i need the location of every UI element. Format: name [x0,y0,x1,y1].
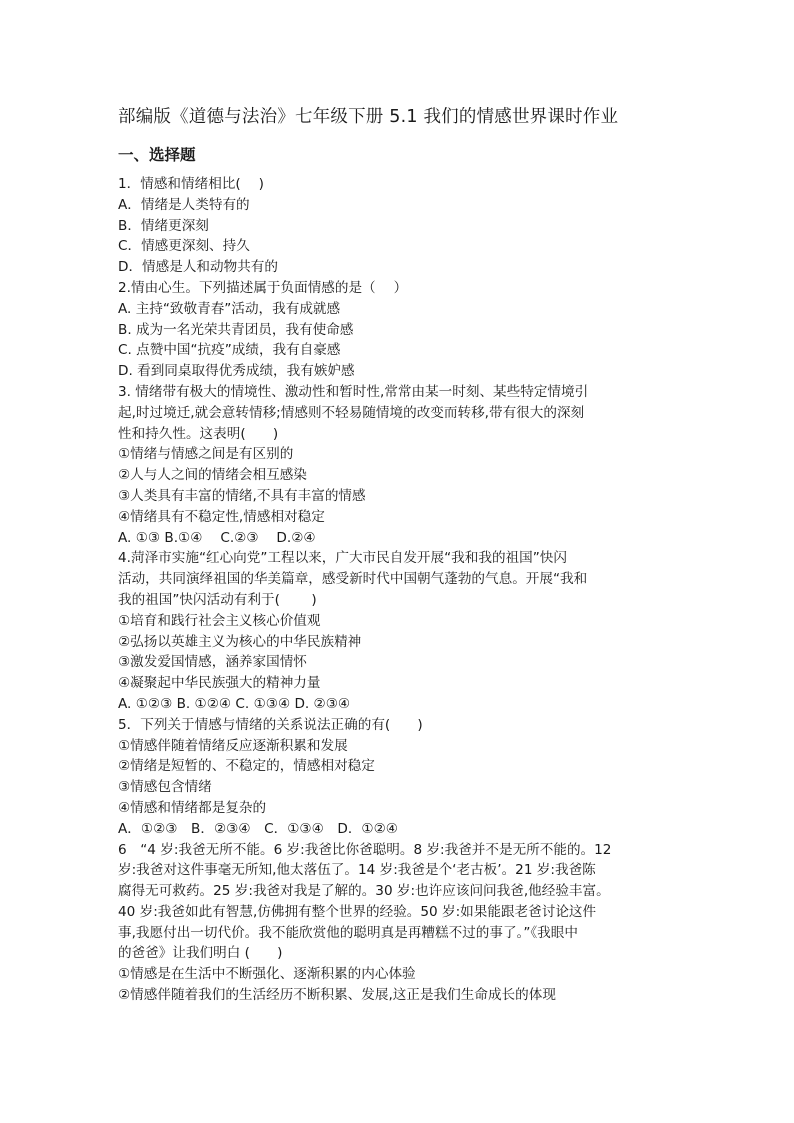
text-line: ④情绪具有不稳定性,情感相对稳定 [118,508,325,525]
text-line: ②人与人之间的情绪会相互感染 [118,467,307,484]
text-line: 1．情感和情绪相比( ) [118,176,264,192]
text-line: 40 岁:我爸如此有智慧,仿佛拥有整个世界的经验。50 岁:如果能跟老爸讨论这件 [118,903,597,920]
text-line: A．①②③ B．②③④ C．①③④ D．①②④ [118,820,398,837]
text-line: ②弘扬以英雄主义为核心的中华民族精神 [118,633,362,650]
section-heading: 一、选择题 [118,146,196,164]
text-line: ①培育和践行社会主义核心价值观 [118,612,321,629]
text-line: ①情绪与情感之间是有区别的 [118,446,294,463]
text-line: 3. 情绪带有极大的情境性、激动性和暂时性,常常由某一时刻、某些特定情境引 [118,383,589,400]
text-line: 2.情由心生。下列描述属于负面情感的是（ ） [118,279,408,296]
text-line: A. ①②③ B. ①②④ C. ①③④ D. ②③④ [118,695,351,712]
text-line: 事,我愿付出一切代价。我不能欣赏他的聪明真是再糟糕不过的事了。”《我眼中 [118,924,578,941]
text-line: 6 “4 岁:我爸无所不能。6 岁:我爸比你爸聪明。8 岁:我爸并不是无所不能的。12 [118,841,612,858]
question-list [118,174,678,1006]
text-line: 我的祖国”快闪活动有利于( ) [118,591,317,608]
text-line: B. 成为一名光荣共青团员，我有使命感 [118,321,354,338]
text-line: ③激发爱国情感，涵养家国情怀 [118,654,307,671]
text-line: ②情感伴随着我们的生活经历不断积累、发展,这正是我们生命成长的体现 [118,987,556,1004]
text-line: A．情绪是人类特有的 [118,196,250,213]
text-line: C. 点赞中国“抗疫”成绩，我有自豪感 [118,342,341,359]
text-line: 活动，共同演绎祖国的华美篇章，感受新时代中国朝气蓬勃的气息。开展“我和 [118,571,588,588]
text-line: ②情绪是短暂的、不稳定的，情感相对稳定 [118,758,375,775]
text-line: D．情感是人和动物共有的 [118,259,278,276]
text-line: 岁:我爸对这件事毫无所知,他太落伍了。14 岁:我爸是个‘老古板’。21 岁:我爸陈 [118,862,596,879]
text-line: ①情感伴随着情绪反应逐渐积累和发展 [118,737,348,754]
document-page [118,104,678,1006]
text-line: 性和持久性。这表明( ) [118,425,279,442]
text-line: 4.菏泽市实施“红心向党”工程以来，广大市民自发开展“我和我的祖国”快闪 [118,550,567,567]
text-line: ③情感包含情绪 [118,779,212,796]
text-line: A. ①③ B.①④ C.②③ D.②④ [118,529,316,546]
text-line: ①情感是在生活中不断强化、逐渐积累的内心体验 [118,966,416,983]
text-line: 腐得无可救药。25 岁:我爸对我是了解的。30 岁:也许应该问问我爸,他经验丰富。 [118,883,610,900]
text-line: ④凝聚起中华民族强大的精神力量 [118,675,321,692]
text-line: 5．下列关于情感与情绪的关系说法正确的有( ) [118,716,423,733]
text-line: A. 主持“致敬青春”活动，我有成就感 [118,300,341,317]
text-line: B．情绪更深刻 [118,217,209,234]
text-line: 的爸爸》让我们明白 ( ) [118,945,283,962]
text-line: 起,时过境迁,就会意转情移;情感则不轻易随情境的改变而转移,带有很大的深刻 [118,404,585,421]
text-line: ③人类具有丰富的情绪,不具有丰富的情感 [118,487,366,504]
text-line: ④情感和情绪都是复杂的 [118,799,267,816]
text-line: D. 看到同桌取得优秀成绩，我有嫉妒感 [118,363,355,380]
text-line: C．情感更深刻、持久 [118,238,250,255]
document-title: 部编版《道德与法治》七年级下册 5.1 我们的情感世界课时作业 [118,107,619,127]
